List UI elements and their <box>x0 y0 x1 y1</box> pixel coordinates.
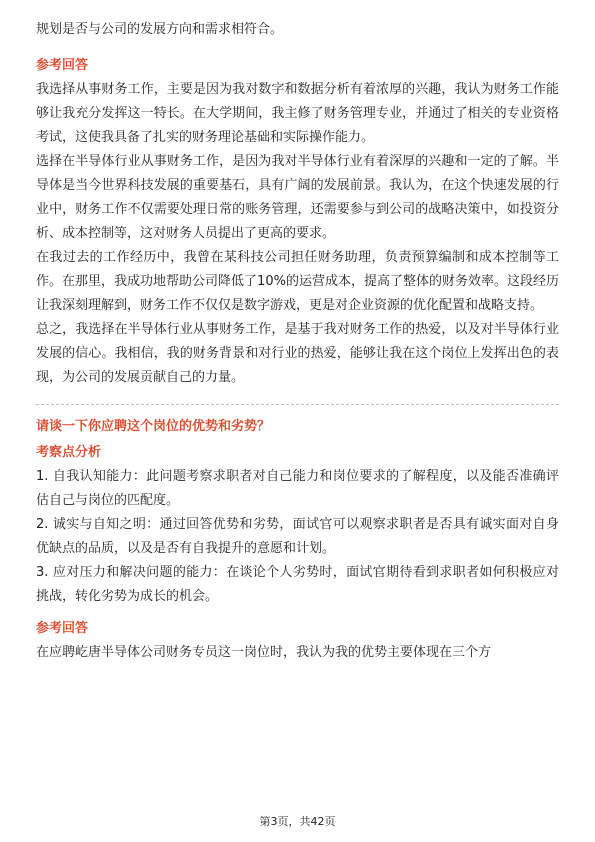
page-number: 第3页，共42页 <box>259 815 336 828</box>
analysis-heading: 考察点分析 <box>36 445 102 460</box>
section-divider <box>36 404 559 405</box>
analysis-item-1: 1. 自我认知能力：此问题考察求职者对自己能力和岗位要求的了解程度，以及能否准确评估自己与岗位的匹配度。 <box>36 469 559 508</box>
analysis-item-3: 3. 应对压力和解决问题的能力：在谈论个人劣势时，面试官期待看到求职者如何积极应对挑战，转化劣势为成长的机会。 <box>36 565 559 604</box>
answer2-paragraph-1: 在应聘屹唐半导体公司财务专员这一岗位时，我认为我的优势主要体现在三个方 <box>36 645 492 660</box>
page-content <box>36 18 559 665</box>
continuation-paragraph: 规划是否与公司的发展方向和需求相符合。 <box>36 22 284 37</box>
analysis-item-2: 2. 诚实与自知之明：通过回答优势和劣势，面试官可以观察求职者是否具有诚实面对自身优缺点的品质，以及是否有自我提升的意愿和计划。 <box>36 517 559 556</box>
answer-paragraph-1: 我选择从事财务工作，主要是因为我对数字和数据分析有着浓厚的兴趣，我认为财务工作能够让我充分发挥这一特长。在大学期间，我主修了财务管理专业，并通过了相关的专业资格考试，这使我具备了扎实的财务理论基础和实际操作能力。 <box>36 82 559 145</box>
reference-answer-heading-2: 参考回答 <box>36 621 89 636</box>
reference-answer-heading: 参考回答 <box>36 58 89 73</box>
question-title: 请谈一下你应聘这个岗位的优势和劣势？ <box>36 419 271 434</box>
answer-paragraph-4: 总之，我选择在半导体行业从事财务工作，是基于我对财务工作的热爱，以及对半导体行业发展的信心。我相信，我的财务背景和对行业的热爱，能够让我在这个岗位上发挥出色的表现，为公司的发展贡献自己的力量。 <box>36 322 559 385</box>
answer-paragraph-3: 在我过去的工作经历中，我曾在某科技公司担任财务助理，负责预算编制和成本控制等工作。在那里，我成功地帮助公司降低了10%的运营成本，提高了整体的财务效率。这段经历让我深刻理解到，财务工作不仅仅是数字游戏，更是对企业资源的优化配置和战略支持。 <box>36 250 559 313</box>
answer-paragraph-2: 选择在半导体行业从事财务工作，是因为我对半导体行业有着深厚的兴趣和一定的了解。半导体是当今世界科技发展的重要基石，具有广阔的发展前景。我认为，在这个快速发展的行业中，财务工作不仅需要处理日常的账务管理，还需要参与到公司的战略决策中，如投资分析、成本控制等，这对财务人员提出了更高的要求。 <box>36 154 559 241</box>
